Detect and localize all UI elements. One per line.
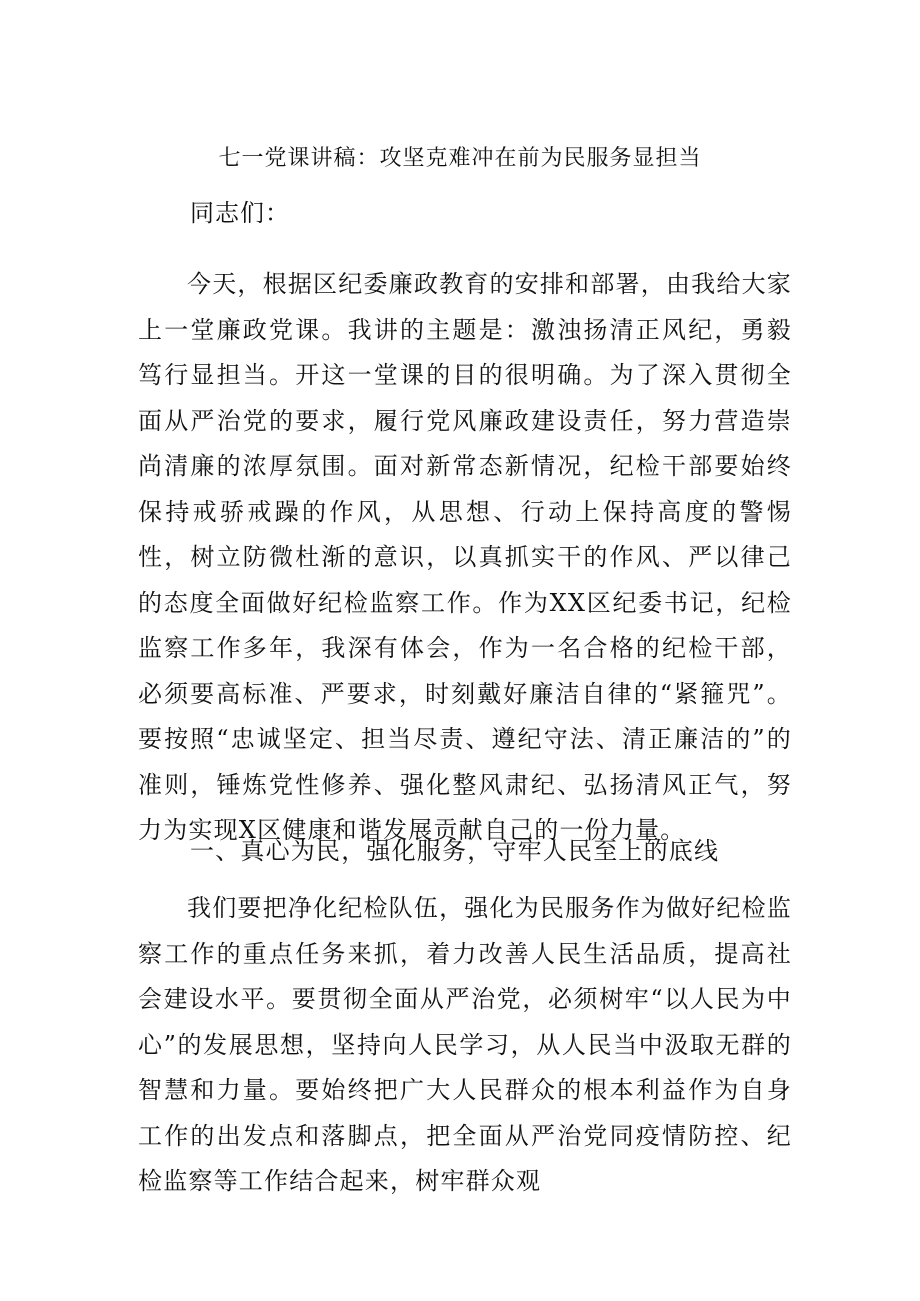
body-paragraph: 我们要把净化纪检队伍，强化为民服务作为做好纪检监察工作的重点任务来抓，着力改善人民生活品质，提高社会建设水平。要贯彻全面从严治党，必须树牢“以人民为中心”的发展思想，坚持向人民学习，从人民当中汲取无群的智慧和力量。要始终把广大人民群众的根本利益作为自身工作的出发点和落脚点，把全面从严治党同疫情防控、纪检监察等工作结合起来，树牢群众观 (138, 894, 792, 1195)
page-title: 七一党课讲稿：攻坚克难冲在前为民服务显担当 (218, 146, 702, 171)
section-heading: 一、真心为民，强化服务，守牢人民至上的底线 (190, 837, 720, 865)
greeting: 同志们： (190, 199, 290, 227)
body-paragraph: 今天，根据区纪委廉政教育的安排和部署，由我给大家上一堂廉政党课。我讲的主题是：激浊扬清正风纪，勇毅笃行显担当。开这一堂课的目的很明确。为了深入贯彻全面从严治党的要求，履行党风廉政建设责任，努力营造崇尚清廉的浓厚氛围。面对新常态新情况，纪检干部要始终保持戒骄戒躁的作风，从思想、行动上保持高度的警惕性，树立防微杜渐的意识，以真抓实干的作风、严以律己的态度全面做好纪检监察工作。作为XX区纪委书记，纪检监察工作多年，我深有体会，作为一名合格的纪检干部，必须要高标准、严要求，时刻戴好廉洁自律的“紧箍咒”。要按照“忠诚坚定、担当尽责、遵纪守法、清正廉洁的”的准则，锤炼党性修养、强化整风肃纪、弘扬清风正气，努力为实现X区健康和谐发展贡献自己的一份力量。 (138, 270, 792, 844)
